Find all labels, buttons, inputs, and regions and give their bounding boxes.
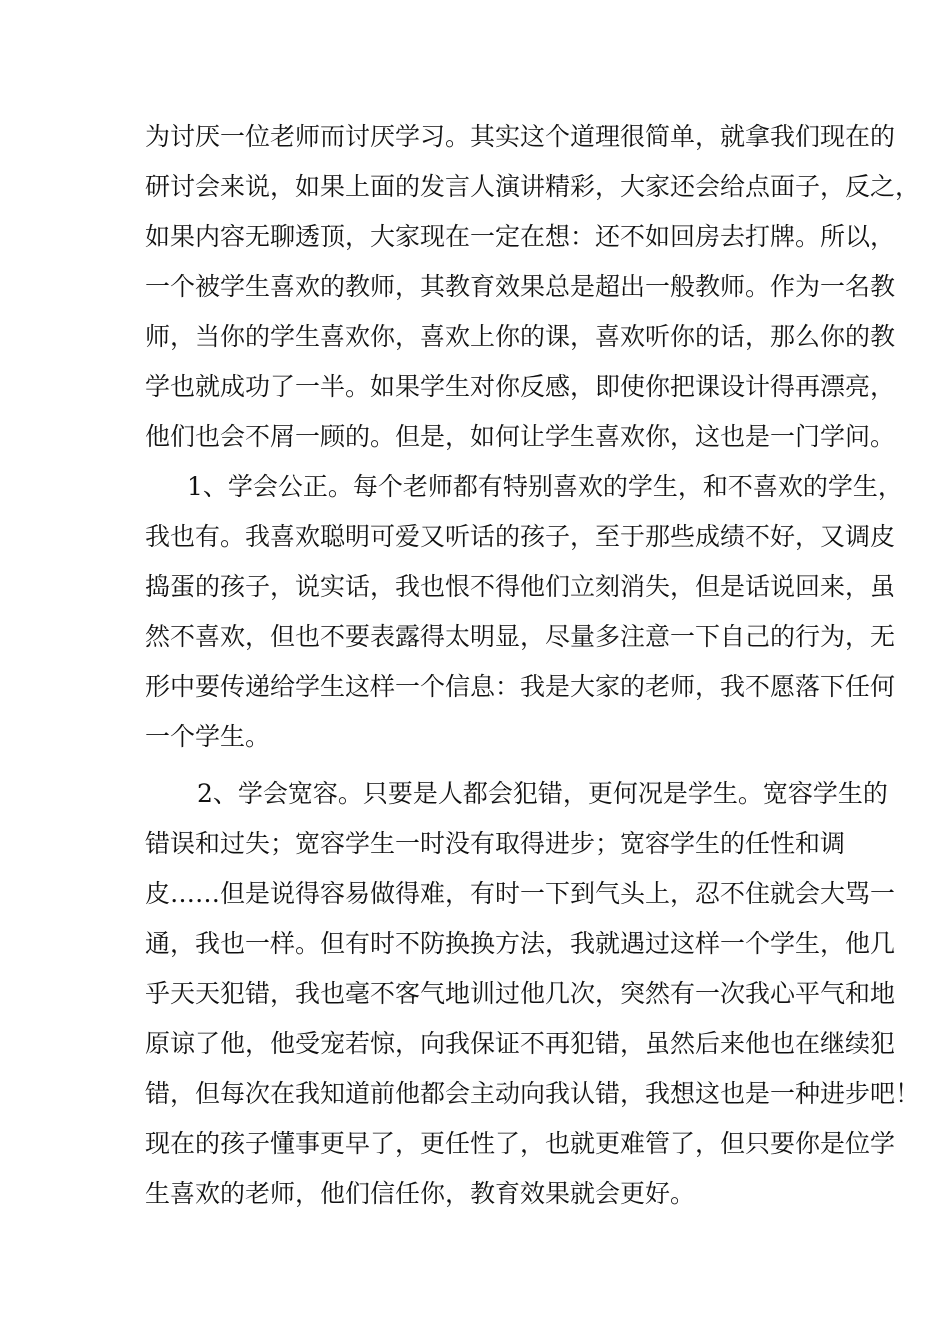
text-line: 研讨会来说，如果上面的发言人演讲精彩，大家还会给点面子，反之，	[145, 172, 921, 201]
text-line: 我也有。我喜欢聪明可爱又听话的孩子，至于那些成绩不好，又调皮	[145, 522, 896, 551]
text-line: 皮……但是说得容易做得难，有时一下到气头上，忍不住就会大骂一	[145, 879, 896, 908]
text-line: 如果内容无聊透顶，大家现在一定在想：还不如回房去打牌。所以，	[145, 222, 896, 251]
text-line: 原谅了他，他受宠若惊，向我保证不再犯错，虽然后来他也在继续犯	[145, 1029, 896, 1058]
text-line: 现在的孩子懂事更早了，更任性了，也就更难管了，但只要你是位学	[145, 1129, 896, 1158]
text-line: 2、学会宽容。只要是人都会犯错，更何况是学生。宽容学生的	[197, 779, 888, 808]
text-line: 形中要传递给学生这样一个信息：我是大家的老师，我不愿落下任何	[145, 672, 896, 701]
text-line: 错，但每次在我知道前他都会主动向我认错，我想这也是一种进步吧！	[145, 1079, 921, 1108]
text-line: 生喜欢的老师，他们信任你，教育效果就会更好。	[145, 1179, 696, 1208]
text-line: 然不喜欢，但也不要表露得太明显，尽量多注意一下自己的行为，无	[145, 622, 896, 651]
text-line: 他们也会不屑一顾的。但是，如何让学生喜欢你，这也是一门学问。	[145, 422, 896, 451]
text-line: 1、学会公正。每个老师都有特别喜欢的学生，和不喜欢的学生，	[187, 472, 903, 501]
text-line: 师，当你的学生喜欢你，喜欢上你的课，喜欢听你的话，那么你的教	[145, 322, 896, 351]
text-line: 一个被学生喜欢的教师，其教育效果总是超出一般教师。作为一名教	[145, 272, 896, 301]
text-line: 通，我也一样。但有时不防换换方法，我就遇过这样一个学生，他几	[145, 929, 896, 958]
text-line: 学也就成功了一半。如果学生对你反感，即使你把课设计得再漂亮，	[145, 372, 896, 401]
text-line: 为讨厌一位老师而讨厌学习。其实这个道理很简单，就拿我们现在的	[145, 122, 896, 151]
text-line: 捣蛋的孩子，说实话，我也恨不得他们立刻消失，但是话说回来，虽	[145, 572, 896, 601]
text-line: 错误和过失；宽容学生一时没有取得进步；宽容学生的任性和调	[145, 829, 846, 858]
text-line: 一个学生。	[145, 722, 271, 751]
text-line: 乎天天犯错，我也毫不客气地训过他几次，突然有一次我心平气和地	[145, 979, 896, 1008]
